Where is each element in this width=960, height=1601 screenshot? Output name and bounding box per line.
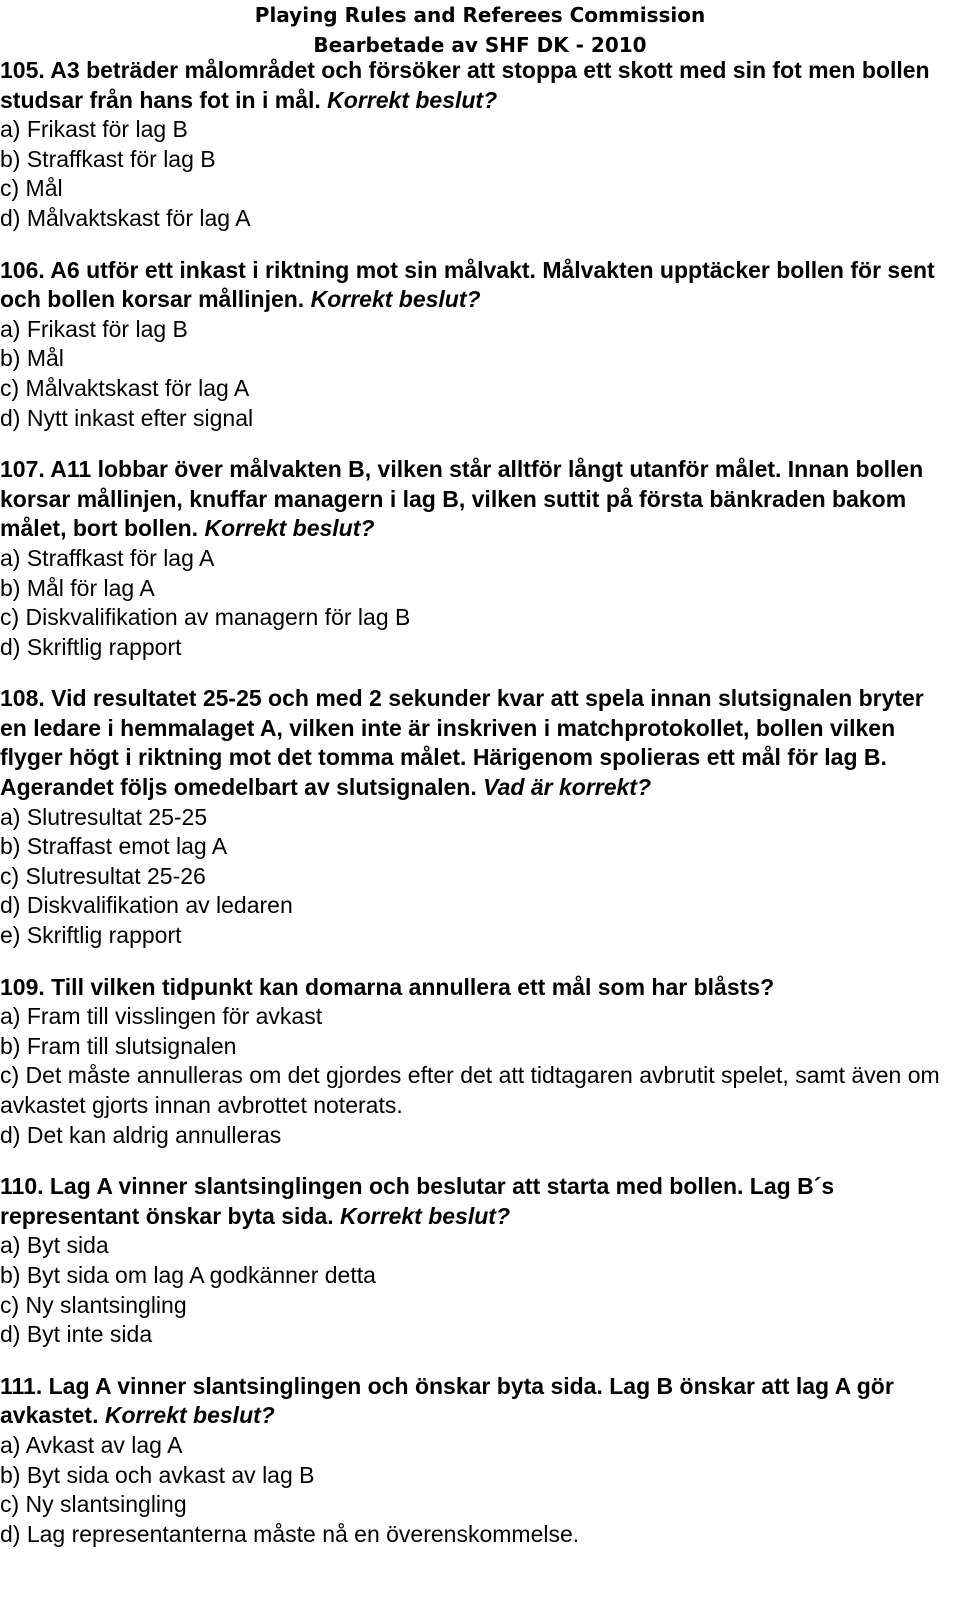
question-text: 107. A11 lobbar över målvakten B, vilken står alltför långt utanför målet. Innan bollen korsar mållinjen, knuffar managern i lag B, vilken suttit på första bänkraden bakom målet, bort bollen. Korrekt beslut?: [0, 456, 924, 542]
answer-option: b) Byt sida och avkast av lag B: [0, 1461, 315, 1488]
answer-option: a) Straffkast för lag A: [0, 544, 215, 571]
question-text: 110. Lag A vinner slantsinglingen och beslutar att starta med bollen. Lag B´s representant önskar byta sida. Korrekt beslut?: [0, 1173, 835, 1229]
question-text: 108. Vid resultatet 25-25 och med 2 sekunder kvar att spela innan slutsignalen bryter en ledare i hemmalaget A, vilken inte är inskriven i matchprotokollet, bollen vilken flyger högt i riktning mot det tomma målet. Härigenom spolieras ett mål för lag B. Agerandet följs omedelbart av slutsignalen. Vad är korrekt?: [0, 685, 924, 801]
question-prompt: Vad är korrekt?: [483, 774, 652, 801]
answer-option: b) Fram till slutsignalen: [0, 1032, 237, 1059]
answer-option: c) Mål: [0, 175, 63, 202]
question-prompt: Korrekt beslut?: [104, 1402, 275, 1429]
question-107: [0, 455, 952, 662]
answer-option: a) Avkast av lag A: [0, 1431, 183, 1458]
answer-option: d) Målvaktskast för lag A: [0, 204, 251, 231]
answer-option: c) Diskvalifikation av managern för lag B: [0, 604, 411, 631]
question-111: [0, 1372, 952, 1550]
answer-option: c) Slutresultat 25-26: [0, 862, 206, 889]
question-109: [0, 973, 952, 1151]
answer-option: c) Ny slantsingling: [0, 1491, 187, 1518]
answer-option: a) Frikast för lag B: [0, 315, 188, 342]
answer-option: b) Mål för lag A: [0, 574, 155, 601]
question-106: [0, 256, 952, 434]
question-prompt: Korrekt beslut?: [340, 1202, 510, 1229]
answer-option: c) Ny slantsingling: [0, 1291, 187, 1318]
answer-option: d) Nytt inkast efter signal: [0, 404, 254, 431]
answer-option: d) Byt inte sida: [0, 1321, 153, 1348]
question-text: 105. A3 beträder målområdet och försöker att stoppa ett skott med sin fot men bollen studsar från hans fot in i mål. Korrekt beslut?: [0, 57, 930, 113]
answer-option: d) Lag representanterna måste nå en överenskommelse.: [0, 1520, 580, 1547]
question-prompt: Korrekt beslut?: [327, 86, 498, 113]
question-list: [0, 56, 952, 1571]
answer-option: b) Byt sida om lag A godkänner detta: [0, 1261, 376, 1288]
question-text: 109. Till vilken tidpunkt kan domarna annullera ett mål som har blåsts?: [0, 973, 775, 1000]
answer-option: c) Målvaktskast för lag A: [0, 374, 250, 401]
answer-option: a) Fram till visslingen för avkast: [0, 1003, 323, 1030]
question-prompt: Korrekt beslut?: [310, 286, 481, 313]
answer-option: d) Diskvalifikation av ledaren: [0, 892, 293, 919]
question-105: [0, 56, 952, 234]
answer-option: d) Det kan aldrig annulleras: [0, 1121, 282, 1148]
question-text: 106. A6 utför ett inkast i riktning mot sin målvakt. Målvakten upptäcker bollen för sent och bollen korsar mållinjen. Korrekt beslut?: [0, 256, 935, 313]
answer-option: a) Frikast för lag B: [0, 116, 188, 143]
answer-option: b) Straffkast för lag B: [0, 145, 216, 172]
page-header: [0, 0, 960, 60]
answer-option: b) Straffast emot lag A: [0, 833, 228, 860]
answer-option: a) Byt sida: [0, 1232, 109, 1259]
header-commission: Playing Rules and Referees Commission: [254, 3, 706, 27]
question-text: 111. Lag A vinner slantsinglingen och önskar byta sida. Lag B önskar att lag A gör avkastet. Korrekt beslut?: [0, 1372, 894, 1429]
answer-option: c) Det måste annulleras om det gjordes efter det att tidtagaren avbrutit spelet, samt även om avkastet gjorts innan avbrottet noterats.: [0, 1062, 940, 1118]
question-prompt: Korrekt beslut?: [204, 515, 375, 542]
answer-option: b) Mål: [0, 345, 64, 372]
header-edited-by: Bearbetade av SHF DK - 2010: [313, 33, 647, 57]
question-108: [0, 684, 952, 950]
answer-option: d) Skriftlig rapport: [0, 633, 182, 660]
answer-option: a) Slutresultat 25-25: [0, 803, 208, 830]
answer-option: e) Skriftlig rapport: [0, 922, 182, 949]
question-110: [0, 1172, 952, 1350]
